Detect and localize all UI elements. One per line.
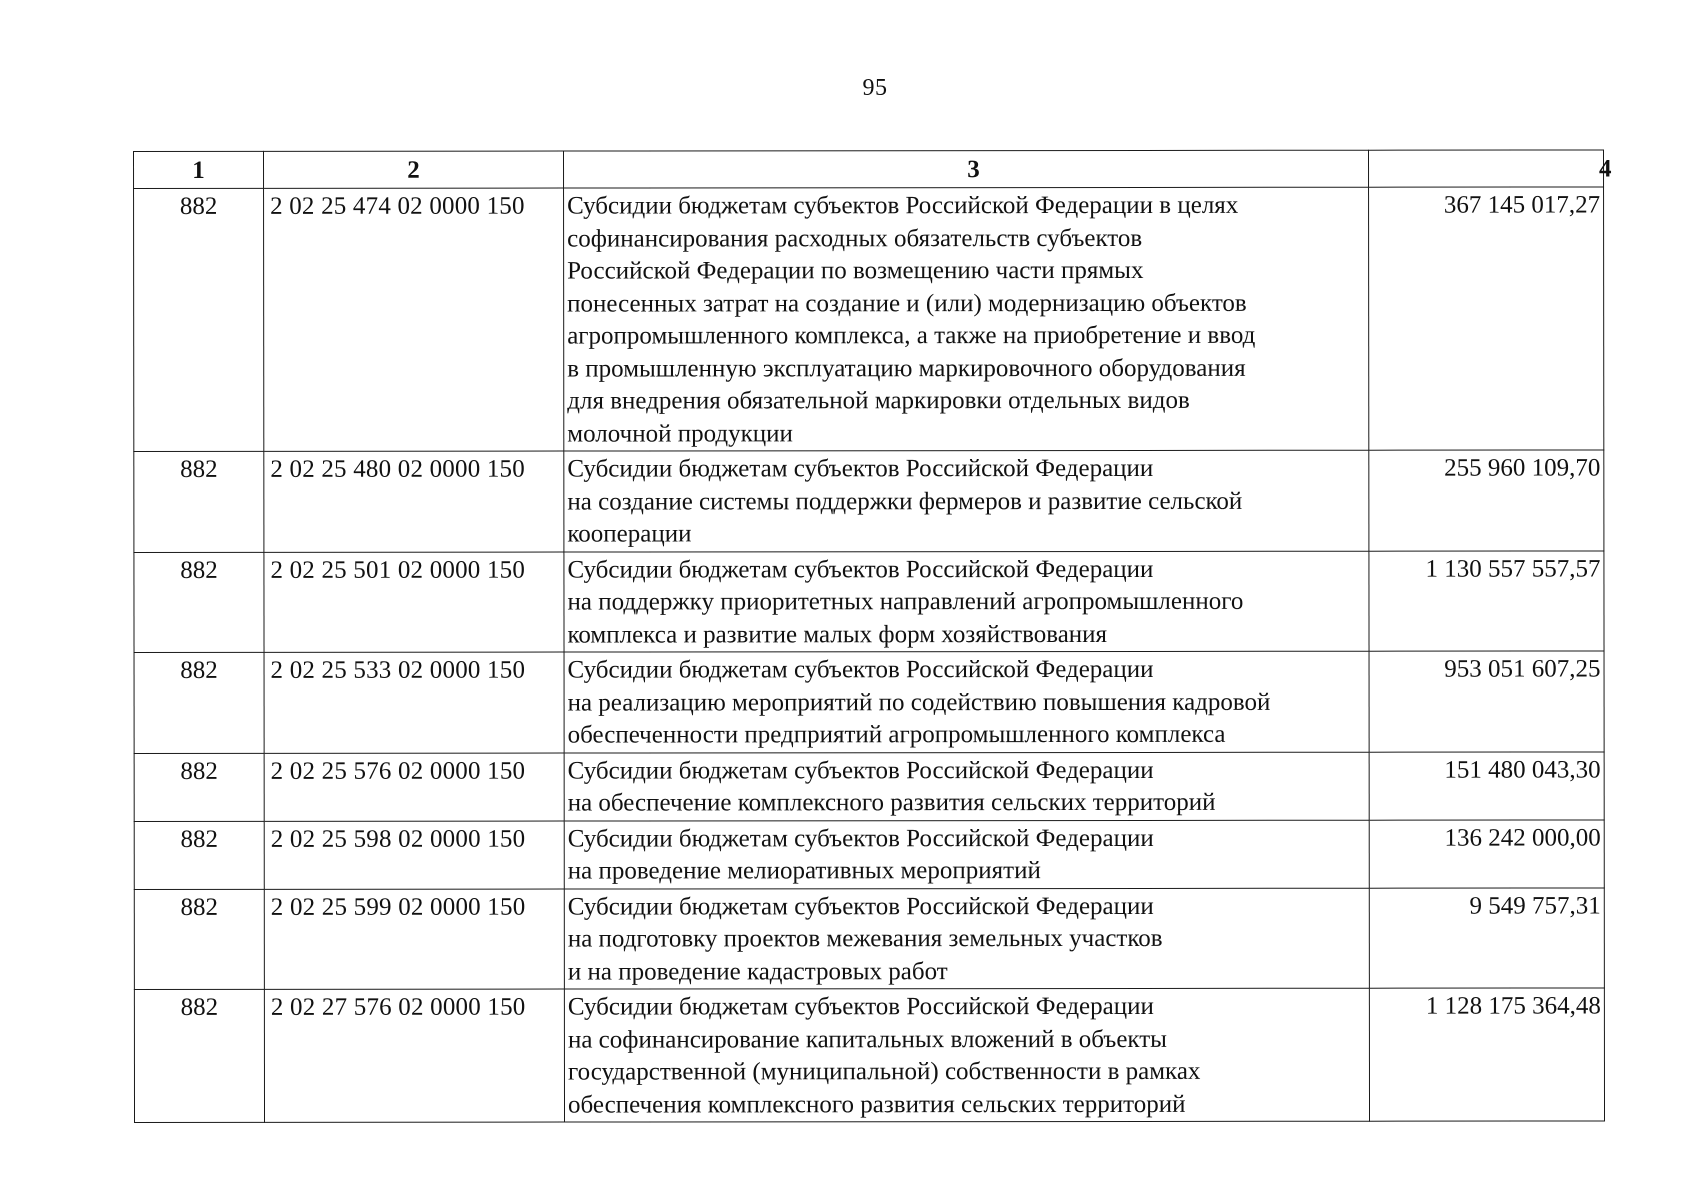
- budget-table: [133, 149, 1612, 1123]
- description-cell: Субсидии бюджетам субъектов Российской Федерации на подготовку проектов межевания земельных участков и на проведение кадастровых работ: [564, 888, 1369, 989]
- column-header-2: 2: [264, 151, 564, 188]
- table-header-row: [134, 150, 1604, 189]
- table-row: [134, 819, 1604, 889]
- admin-code-cell: 882: [134, 753, 264, 821]
- admin-code-cell: 882: [134, 821, 264, 889]
- admin-code-cell: 882: [134, 652, 264, 753]
- budget-code-cell: 2 02 25 598 02 0000 150: [264, 821, 564, 889]
- amount-cell: 1 128 175 364,48: [1369, 988, 1604, 1121]
- table-row: [134, 187, 1604, 452]
- budget-code-cell: 2 02 25 480 02 0000 150: [264, 451, 564, 552]
- column-header-1: 1: [134, 151, 264, 188]
- description-cell: Субсидии бюджетам субъектов Российской Федерации на реализацию мероприятий по содействию повышения кадровой обеспеченности предприятий агропромышленного комплекса: [564, 651, 1369, 752]
- column-header-4: 4: [1368, 150, 1603, 187]
- admin-code-cell: 882: [134, 188, 264, 451]
- budget-code-cell: 2 02 25 599 02 0000 150: [264, 889, 564, 990]
- table-row: [134, 887, 1604, 989]
- amount-cell: 367 145 017,27: [1369, 187, 1604, 450]
- description-cell: Субсидии бюджетам субъектов Российской Федерации на проведение мелиоративных мероприятий: [564, 820, 1369, 889]
- amount-cell: 1 130 557 557,57: [1369, 550, 1604, 651]
- budget-code-cell: 2 02 25 474 02 0000 150: [264, 188, 564, 451]
- admin-code-cell: 882: [134, 552, 264, 653]
- table-row: [134, 751, 1604, 821]
- column-header-3: 3: [564, 150, 1369, 188]
- amount-cell: 9 549 757,31: [1369, 887, 1604, 988]
- description-cell: Субсидии бюджетам субъектов Российской Федерации в целях софинансирования расходных обязательств субъектов Российской Федерации по возмещению части прямых понесенных затрат на создание и (или) модернизацию объектов агропромышленного комплекса, а также на приобретение и ввод в промышленную эксплуатацию маркировочного оборудования для внедрения обязательной маркировки отдельных видов молочной продукции: [564, 187, 1369, 451]
- admin-code-cell: 882: [134, 889, 264, 990]
- table-row: [134, 988, 1604, 1123]
- table-row: [134, 550, 1604, 652]
- description-cell: Субсидии бюджетам субъектов Российской Федерации на обеспечение комплексного развития сельских территорий: [564, 752, 1369, 821]
- description-cell: Субсидии бюджетам субъектов Российской Федерации на создание системы поддержки фермеров и развитие сельской кооперации: [564, 450, 1369, 551]
- amount-cell: 255 960 109,70: [1369, 450, 1604, 551]
- budget-code-cell: 2 02 25 533 02 0000 150: [264, 652, 564, 753]
- amount-cell: 151 480 043,30: [1369, 751, 1604, 819]
- budget-code-cell: 2 02 27 576 02 0000 150: [264, 989, 564, 1122]
- budget-code-cell: 2 02 25 576 02 0000 150: [264, 753, 564, 821]
- description-cell: Субсидии бюджетам субъектов Российской Федерации на софинансирование капитальных вложений в объекты государственной (муниципальной) собственности в рамках обеспечения комплексного развития сельских территорий: [564, 988, 1369, 1122]
- amount-cell: 953 051 607,25: [1369, 651, 1604, 752]
- page-number: 95: [862, 75, 888, 101]
- admin-code-cell: 882: [134, 989, 264, 1122]
- description-cell: Субсидии бюджетам субъектов Российской Федерации на поддержку приоритетных направлений агропромышленного комплекса и развитие малых форм хозяйствования: [564, 551, 1369, 652]
- table-row: [134, 651, 1604, 753]
- admin-code-cell: 882: [134, 451, 264, 552]
- budget-code-cell: 2 02 25 501 02 0000 150: [264, 552, 564, 653]
- table-row: [134, 450, 1604, 552]
- amount-cell: 136 242 000,00: [1369, 819, 1604, 887]
